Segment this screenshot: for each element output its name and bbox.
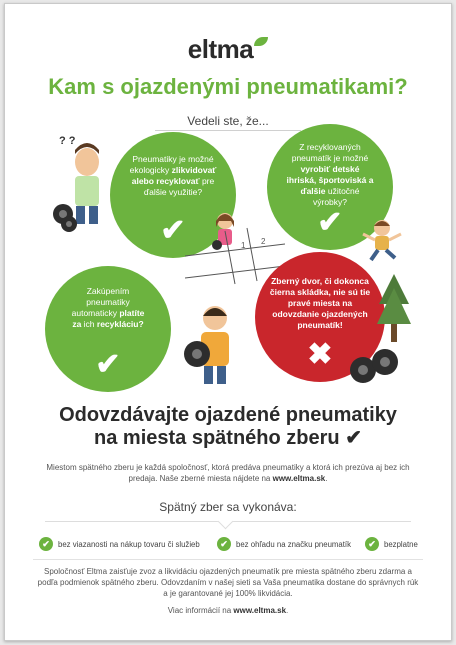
fact-circle-payment — [45, 266, 171, 392]
check-icon: ✔ — [95, 348, 121, 381]
main-heading: Odovzdávajte ojazdené pneumatiky na miesta spätného zberu ✔ — [59, 404, 397, 449]
check-icon: ✔ — [317, 206, 343, 239]
fact-text: Pneumatiky je možné ekologicky zlikvidovať alebo recyklovať pre ďalšie využitie? — [129, 154, 217, 197]
check-icon: ✔ — [365, 537, 379, 551]
page-subtitle: Vedeli ste, že... — [187, 114, 269, 128]
cross-icon: ✖ — [307, 338, 333, 371]
divider-notch — [218, 514, 234, 530]
fact-text: Zberný dvor, či dokonca čierna skládka, nie sú tie pravé miesta na odovzdanie ojazdených pneumatík! — [269, 276, 371, 330]
fact-text: Zakúpením pneumatiky automaticky platíte za ich recykláciu? — [71, 286, 145, 329]
jumping-kid-illustration — [357, 216, 407, 266]
features-divider — [33, 559, 423, 560]
road-number-2: 2 — [261, 237, 266, 246]
svg-text:? ?: ? ? — [59, 135, 76, 147]
logo-text: eltma — [187, 34, 254, 64]
website-link[interactable]: www.eltma.sk — [233, 606, 287, 615]
collection-title: Spätný zber sa vykonáva: — [159, 500, 297, 514]
tree-illustration — [377, 274, 411, 344]
feature-free: ✔ bezplatne — [365, 536, 418, 552]
check-icon: ✔ — [345, 427, 362, 449]
eltma-guarantee-paragraph: Spoločnosť Eltma zaisťuje zvoz a likvidáciu ojazdených pneumatík pre miesta spätného zberu zdarma a podľa podmienok spätného zberu. Odovzdaním v našej sieti sa Vaša pneumatika dostane do správnych rúk a je garantované jej 100% likvidácia. — [37, 567, 419, 598]
poster-page — [4, 3, 452, 641]
tires-pile-illustration — [347, 342, 403, 386]
feature-any-brand: ✔ bez ohľadu na značku pneumatík — [217, 536, 351, 552]
mechanic-with-tire-illustration — [175, 300, 245, 390]
collection-points-paragraph: Miestom spätného zberu je každá spoločnosť, ktorá predáva pneumatiky a ktorá ich prezúva aj bez ich predaja. Naše zberné miesta nájdete na www.eltma.sk. — [46, 463, 410, 483]
subtitle-divider — [155, 130, 301, 131]
feature-no-commitment: ✔ bez viazanosti na nákup tovaru či služieb — [39, 536, 200, 552]
check-icon: ✔ — [217, 537, 231, 551]
check-icon: ✔ — [39, 537, 53, 551]
check-icon: ✔ — [160, 214, 186, 247]
leaf-icon — [254, 37, 268, 46]
page-title: Kam s ojazdenými pneumatikami? — [48, 74, 408, 99]
road-number-1: 1 — [241, 241, 246, 250]
website-link[interactable]: www.eltma.sk — [272, 474, 326, 483]
fact-text: Z recyklovaných pneumatík je možné vyrobiť detské ihriská, športoviská a ďalšie užitočné výrobky? — [286, 142, 374, 207]
eltma-logo — [5, 34, 451, 65]
more-info: Viac informácií na www.eltma.sk. — [167, 606, 289, 615]
